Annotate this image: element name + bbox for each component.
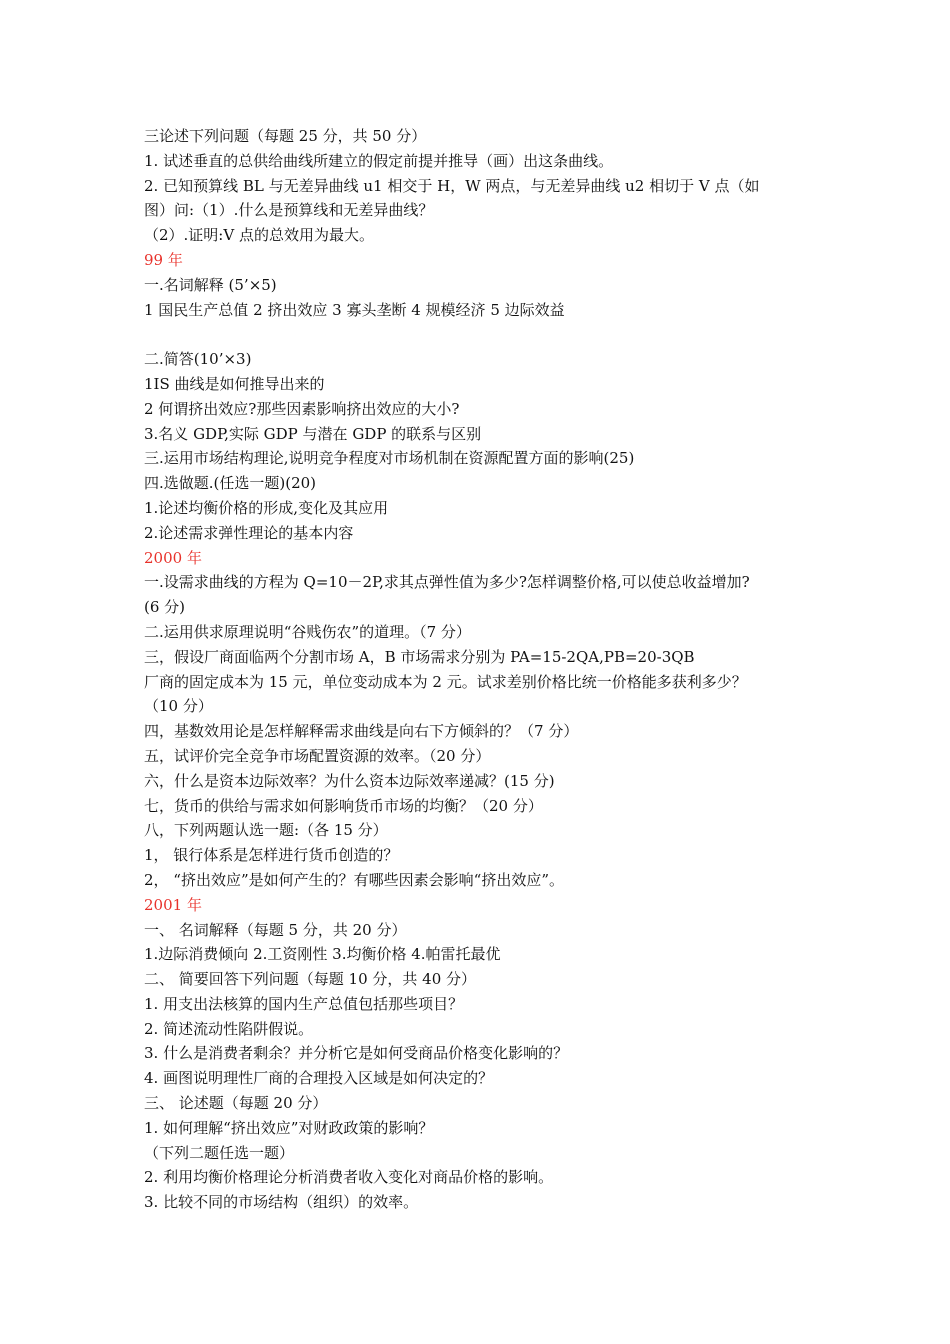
text-line: 2， “挤出效应”是如何产生的？有哪些因素会影响“挤出效应”。 <box>144 870 564 889</box>
year-heading: 2001 年 <box>144 895 202 914</box>
text-line: 3.名义 GDP,实际 GDP 与潜在 GDP 的联系与区别 <box>144 424 482 443</box>
text-line: 1.边际消费倾向 2.工资刚性 3.均衡价格 4.帕雷托最优 <box>144 945 501 964</box>
text-line: 厂商的固定成本为 15 元，单位变动成本为 2 元。试求差别价格比统一价格能多获利多少？ <box>144 672 747 691</box>
text-line: 二.运用供求原理说明“谷贱伤农”的道理。（7 分） <box>144 622 471 641</box>
text-line: 1 国民生产总值 2 挤出效应 3 寡头垄断 4 规模经济 5 边际效益 <box>144 300 565 319</box>
text-line: 八，下列两题认选一题:（各 15 分） <box>144 821 388 840</box>
text-line: 1. 试述垂直的总供给曲线所建立的假定前提并推导（画）出这条曲线。 <box>144 151 614 170</box>
text-line: 1， 银行体系是怎样进行货币创造的？ <box>144 846 399 865</box>
text-line: 七，货币的供给与需求如何影响货币市场的均衡？（20 分） <box>144 796 543 815</box>
text-line: 1IS 曲线是如何推导出来的 <box>144 374 325 393</box>
text-line: 3. 比较不同的市场结构（组织）的效率。 <box>144 1193 419 1212</box>
document-body <box>144 124 824 1215</box>
text-line: 1.论述均衡价格的形成,变化及其应用 <box>144 498 389 517</box>
text-line: （10 分） <box>144 697 213 716</box>
text-line: 四，基数效用论是怎样解释需求曲线是向右下方倾斜的？（7 分） <box>144 722 579 741</box>
year-heading: 2000 年 <box>144 548 202 567</box>
blank-line <box>144 322 824 347</box>
text-line: 二.简答(10’×3) <box>144 350 252 369</box>
text-line: 2. 简述流动性陷阱假说。 <box>144 1019 314 1038</box>
text-line: 六，什么是资本边际效率？为什么资本边际效率递减？(15 分) <box>144 771 555 790</box>
text-line: 二、 简要回答下列问题（每题 10 分，共 40 分） <box>144 970 477 989</box>
text-line: 一.设需求曲线的方程为 Q=10－2P,求其点弹性值为多少?怎样调整价格,可以使总收益增加? <box>144 573 750 592</box>
text-line: 五，试评价完全竞争市场配置资源的效率。（20 分） <box>144 746 491 765</box>
text-line: 三论述下列问题（每题 25 分，共 50 分） <box>144 127 427 145</box>
text-line: 一、 名词解释（每题 5 分，共 20 分） <box>144 920 407 939</box>
text-line: 2 何谓挤出效应?那些因素影响挤出效应的大小? <box>144 399 460 418</box>
text-line: 2.论述需求弹性理论的基本内容 <box>144 523 354 542</box>
text-line: （2）.证明:V 点的总效用为最大。 <box>144 226 374 245</box>
text-line: 一.名词解释 (5’×5) <box>144 275 277 294</box>
year-heading: 99 年 <box>144 250 183 269</box>
text-line: 三.运用市场结构理论,说明竞争程度对市场机制在资源配置方面的影响(25) <box>144 449 635 468</box>
text-line: 三、 论述题（每题 20 分） <box>144 1094 328 1113</box>
text-line: 3. 什么是消费者剩余？并分析它是如何受商品价格变化影响的？ <box>144 1044 569 1063</box>
text-line: 4. 画图说明理性厂商的合理投入区域是如何决定的？ <box>144 1069 494 1088</box>
text-line: 2. 已知预算线 BL 与无差异曲线 u1 相交于 H，W 两点，与无差异曲线 u2 相切于 V 点（如 <box>144 176 760 195</box>
text-line: （下列二题任选一题） <box>144 1143 295 1162</box>
text-line: 四.选做题.(任选一题)(20) <box>144 474 317 493</box>
text-line: 2. 利用均衡价格理论分析消费者收入变化对商品价格的影响。 <box>144 1168 554 1187</box>
text-line: 图）问:（1）.什么是预算线和无差异曲线？ <box>144 201 434 220</box>
text-line: 1. 如何理解“挤出效应”对财政政策的影响？ <box>144 1118 434 1137</box>
text-line: (6 分) <box>144 598 186 617</box>
text-line: 1. 用支出法核算的国内生产总值包括那些项目？ <box>144 994 464 1013</box>
text-line: 三，假设厂商面临两个分割市场 A，B 市场需求分别为 PA=15-2QA,PB=20-3QB <box>144 647 695 666</box>
